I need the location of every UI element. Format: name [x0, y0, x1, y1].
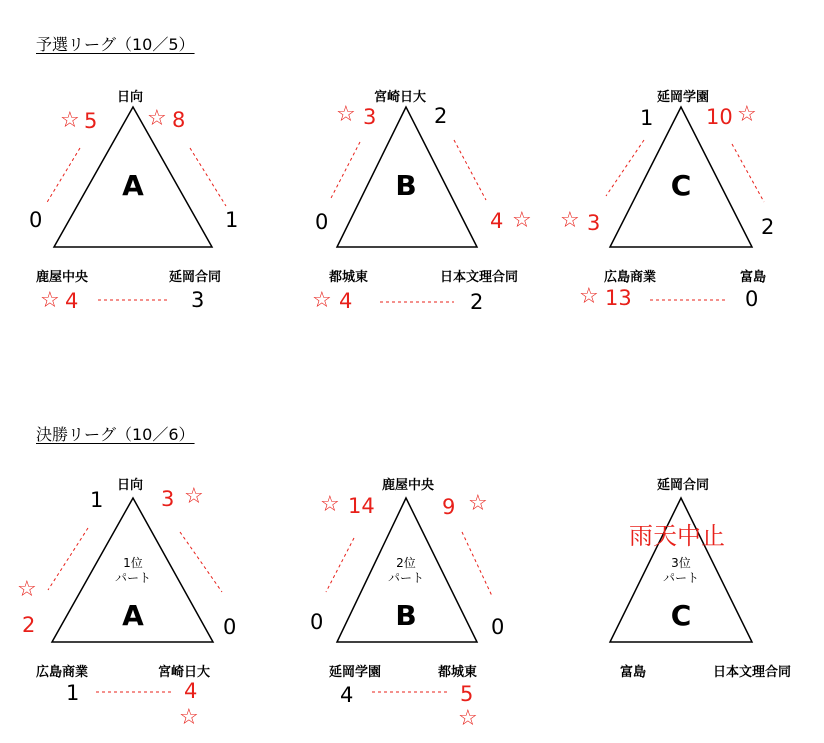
- prelim-b-team-top: 宮崎日大: [374, 90, 427, 105]
- final-b-score-right-top: 9: [442, 495, 456, 519]
- final-c-team-left: 富島: [620, 665, 647, 680]
- prelim-b-score-right-top: 2: [434, 104, 448, 128]
- star-outline-icon: ☆: [60, 108, 80, 133]
- prelim-c-score-bottom-left: 13: [605, 286, 632, 310]
- prelim-c-group-letter: C: [670, 169, 692, 202]
- final-b-score-left-top: 14: [348, 494, 375, 518]
- prelim-a-score-bottom-left: 4: [65, 289, 79, 313]
- prelim-c-team-left: 広島商業: [604, 270, 657, 285]
- prelim-b-score-left-bottom: 0: [315, 210, 329, 234]
- prelim-league-title: 予選リーグ（10／5）: [36, 35, 195, 54]
- final-a-team-right: 宮崎日大: [158, 665, 211, 680]
- star-outline-icon: ☆: [468, 491, 488, 516]
- prelim-c-score-bottom-right: 0: [745, 287, 759, 311]
- final-a-place-rank: 1位: [123, 556, 143, 570]
- star-outline-icon: ☆: [147, 106, 167, 131]
- final-b-score-left-bottom: 0: [310, 610, 324, 634]
- star-outline-icon: ☆: [184, 484, 204, 509]
- star-outline-icon: ☆: [179, 705, 199, 730]
- star-outline-icon: ☆: [512, 208, 532, 233]
- prelim-c-score-right-bottom: 2: [761, 215, 775, 239]
- prelim-b-score-right-bottom: 4: [490, 209, 504, 233]
- final-a-score-right-bottom: 0: [223, 615, 237, 639]
- prelim-a-score-bottom-right: 3: [191, 288, 205, 312]
- final-b-place-part: パート: [387, 571, 424, 585]
- prelim-b-team-right: 日本文理合同: [440, 270, 519, 285]
- prelim-b-score-bottom-left: 4: [339, 289, 353, 313]
- final-b-team-right: 都城東: [438, 665, 478, 680]
- final-a-score-left-bottom: 2: [22, 613, 36, 637]
- dash-prelim-a-right: [190, 148, 226, 206]
- prelim-a-score-right-bottom: 1: [225, 208, 239, 232]
- star-outline-icon: ☆: [320, 492, 340, 517]
- star-outline-icon: ☆: [312, 288, 332, 313]
- dash-final-a-right: [180, 532, 222, 592]
- dash-prelim-b-right: [454, 140, 486, 200]
- final-b-team-top: 鹿屋中央: [382, 478, 435, 493]
- prelim-c-score-left-top: 1: [640, 106, 654, 130]
- prelim-b-score-bottom-right: 2: [470, 290, 484, 314]
- star-outline-icon: ☆: [579, 284, 599, 309]
- prelim-a-team-left: 鹿屋中央: [36, 270, 89, 285]
- dash-prelim-c-left: [606, 140, 644, 196]
- prelim-b-score-left-top: 3: [363, 105, 377, 129]
- final-b-score-right-bottom: 0: [491, 615, 505, 639]
- star-outline-icon: ☆: [17, 577, 37, 602]
- dash-prelim-c-right: [732, 144, 764, 202]
- final-a-place-part: パート: [114, 571, 151, 585]
- prelim-a-team-right: 延岡合同: [169, 270, 222, 285]
- final-a-place-label: [103, 556, 163, 586]
- prelim-b-team-left: 都城東: [329, 270, 369, 285]
- prelim-a-score-left-bottom: 0: [29, 208, 43, 232]
- prelim-a-score-left-top: 5: [84, 109, 98, 133]
- prelim-c-team-top: 延岡学園: [657, 90, 710, 105]
- dash-final-b-left: [326, 538, 354, 592]
- prelim-a-score-right-top: 8: [172, 108, 186, 132]
- final-a-score-bottom-left: 1: [66, 681, 80, 705]
- star-outline-icon: ☆: [458, 706, 478, 731]
- final-league-title: 決勝リーグ（10／6）: [36, 425, 195, 444]
- prelim-a-team-top: 日向: [117, 90, 144, 105]
- prelim-b-group-letter: B: [395, 169, 417, 202]
- dash-prelim-b-left: [330, 142, 360, 200]
- dash-final-b-right: [462, 532, 492, 596]
- final-a-group-letter: A: [122, 599, 144, 632]
- dash-prelim-a-left: [46, 148, 80, 204]
- final-c-place-label: [651, 556, 711, 586]
- final-a-team-left: 広島商業: [36, 665, 89, 680]
- final-a-team-top: 日向: [117, 478, 144, 493]
- star-outline-icon: ☆: [737, 102, 757, 127]
- final-c-team-top: 延岡合同: [657, 478, 710, 493]
- final-a-score-right-top: 3: [161, 487, 175, 511]
- dash-final-a-left: [48, 528, 88, 590]
- prelim-a-group-letter: A: [122, 169, 144, 202]
- rain-cancelled-note: 雨天中止: [629, 522, 725, 550]
- final-b-team-left: 延岡学園: [329, 665, 382, 680]
- final-c-group-letter: C: [670, 599, 692, 632]
- final-b-score-bottom-left: 4: [340, 683, 354, 707]
- star-outline-icon: ☆: [336, 102, 356, 127]
- final-a-score-left-top: 1: [90, 488, 104, 512]
- final-a-score-bottom-right: 4: [184, 679, 198, 703]
- star-outline-icon: ☆: [560, 208, 580, 233]
- prelim-c-team-right: 富島: [740, 270, 767, 285]
- final-b-group-letter: B: [395, 599, 417, 632]
- final-b-place-label: [376, 556, 436, 586]
- prelim-c-score-left-bottom: 3: [587, 211, 601, 235]
- prelim-c-score-right-top: 10: [706, 105, 733, 129]
- star-outline-icon: ☆: [40, 288, 60, 313]
- final-c-place-rank: 3位: [671, 556, 691, 570]
- final-b-place-rank: 2位: [396, 556, 416, 570]
- final-c-team-right: 日本文理合同: [713, 665, 792, 680]
- final-b-score-bottom-right: 5: [460, 682, 474, 706]
- final-c-place-part: パート: [662, 571, 699, 585]
